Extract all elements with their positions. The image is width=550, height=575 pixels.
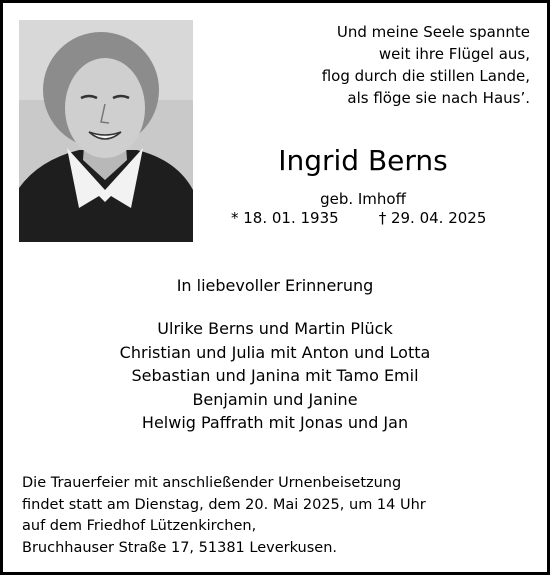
family-line: Christian und Julia mit Anton und Lotta — [119, 342, 431, 362]
birth-name: geb. Imhoff — [320, 190, 406, 208]
family-line: Sebastian und Janina mit Tamo Emil — [131, 366, 419, 385]
poem-line: Und meine Seele spannte — [336, 23, 530, 41]
memory-line: In liebevoller Erinnerung — [176, 276, 374, 295]
family-line: Helwig Paffrath mit Jonas und Jan — [141, 413, 409, 432]
service-line: Die Trauerfeier mit anschließender Urnenbeisetzung — [22, 475, 402, 491]
birth-date: * 18. 01. 1935 — [231, 209, 339, 227]
portrait-image — [19, 20, 193, 242]
family-line: Ulrike Berns und Martin Plück — [157, 319, 393, 338]
portrait-photo — [19, 20, 193, 242]
poem-quote — [322, 21, 530, 109]
life-dates — [231, 208, 486, 228]
family-list — [3, 317, 547, 435]
death-date: † 29. 04. 2025 — [378, 209, 487, 227]
family-line: Benjamin und Janine — [192, 389, 358, 409]
poem-line: als flöge sie nach Haus’. — [347, 89, 530, 107]
service-line: Bruchhauser Straße 17, 51381 Leverkusen. — [22, 539, 337, 556]
poem-line: weit ihre Flügel aus, — [378, 45, 530, 63]
service-line: auf dem Friedhof Lützenkirchen, — [22, 518, 257, 534]
poem-line: flog durch die stillen Lande, — [321, 67, 530, 85]
funeral-service-info — [22, 473, 426, 559]
service-line: findet statt am Dienstag, dem 20. Mai 2025, um 14 Uhr — [22, 496, 426, 513]
deceased-name: Ingrid Berns — [278, 144, 448, 177]
